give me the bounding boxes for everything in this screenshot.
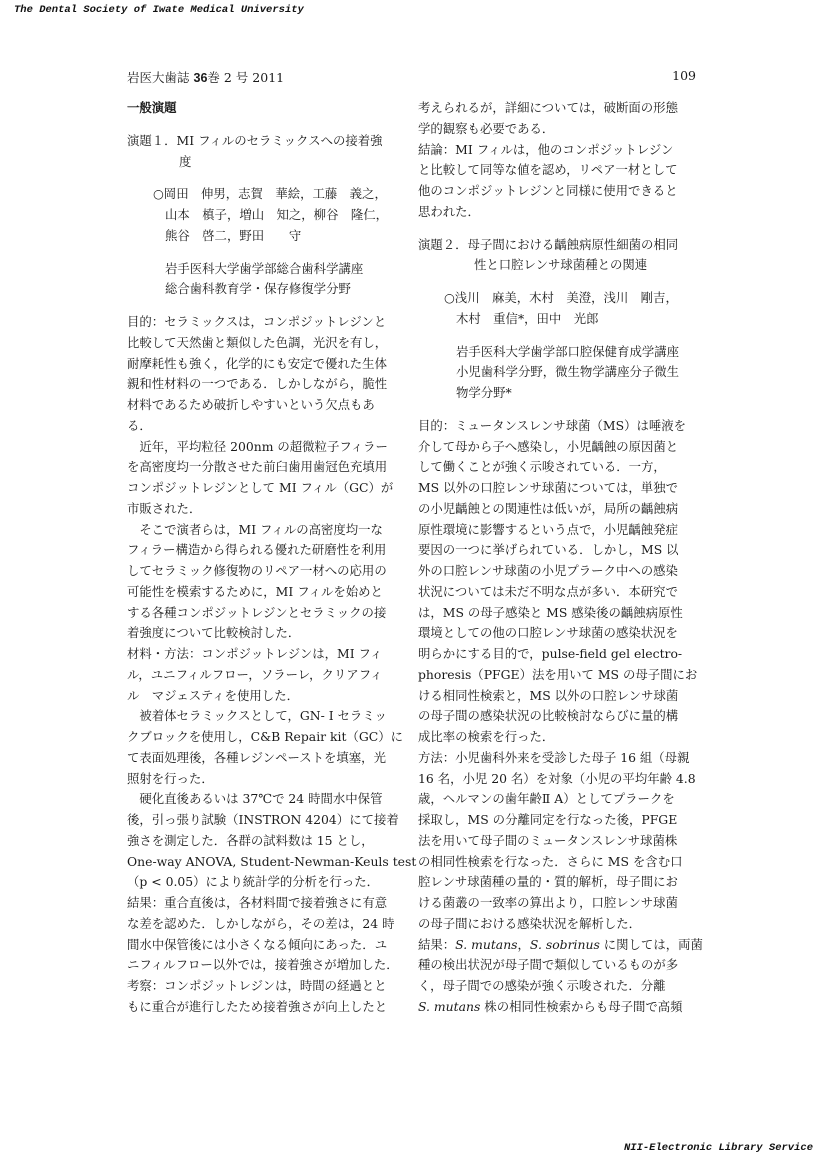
body-text-line: 可能性を模索するために，MI フィルを始めと xyxy=(127,583,383,599)
body-text-line: してセラミック修復物のリペア一材への応用の xyxy=(127,563,387,578)
body-text-line: の小児齲蝕との関連性は低いが，局所の齲蝕病 xyxy=(418,500,679,516)
body-text-line: 要因の一つに挙げられている．しかし，MS 以 xyxy=(418,542,679,558)
body-text-line: 採取し，MS の分離同定を行なった後，PFGE xyxy=(418,812,678,827)
body-text-line: な差を認めた．しかしながら，その差は，24 時 xyxy=(127,915,395,931)
abstract1-body xyxy=(127,312,417,1018)
running-header xyxy=(127,68,284,86)
body-text-line: 比較して天然歯と類似した色調，光沢を有し， xyxy=(127,334,388,350)
body-text-line: て表面処理後，各種レジンペーストを填塞，光 xyxy=(127,749,386,765)
body-text-line: 照射を行った． xyxy=(127,770,214,786)
abstract2-results-line xyxy=(418,997,698,1018)
abstract2-results-line xyxy=(418,935,703,956)
body-text-line: と比較して同等な値を認め，リペア一材として xyxy=(418,162,678,178)
journal-name: 岩医大歯誌 xyxy=(127,70,190,85)
abstract2-affiliation-line: 物学分野* xyxy=(456,385,512,400)
right-column xyxy=(418,98,703,1018)
body-text-line: を高密度均一分散させた前臼歯用歯冠色充填用 xyxy=(127,459,388,475)
abstract1-affiliation-line: 岩手医科大学歯学部総合歯科学講座 xyxy=(165,260,364,276)
body-text-line: 目的：セラミックスは，コンポジットレジンと xyxy=(127,314,387,329)
body-text-line: ニフィルフロー以外では，接着強さが増加した． xyxy=(127,957,399,973)
issue-text: 巻 2 号 xyxy=(207,70,249,85)
volume-number: 36 xyxy=(193,71,208,85)
year: 2011 xyxy=(252,70,285,85)
species-name: S. sobrinus xyxy=(529,936,600,952)
abstract2-author-line: ○浅川 麻美，木村 美澄，浅川 剛吉， xyxy=(444,290,678,305)
body-text-line: 方法：小児歯科外来を受診した母子 16 組（母親 xyxy=(418,749,690,765)
body-text-line: は，MS の母子感染と MS 感染後の齲蝕病原性 xyxy=(418,604,683,620)
species-name: S. mutans xyxy=(418,998,481,1014)
abstract1-title-line: 演題１．MI フィルのセラミックスへの接着強 xyxy=(127,132,383,148)
results-comma: ， xyxy=(517,936,530,952)
body-text-line: ル マジェスティを使用した． xyxy=(127,687,299,703)
body-text-line: そこで演者らは，MI フィルの高密度均一な xyxy=(127,521,383,537)
body-text-line: 市販された． xyxy=(127,500,202,516)
abstract2-body xyxy=(418,416,698,935)
last-line-suffix: 株の相同性検索からも母子間で高頻 xyxy=(480,998,683,1014)
body-text-line: フィラー構造から得られる優れた研磨性を利用 xyxy=(127,542,387,558)
body-text-line: 思われた． xyxy=(418,203,480,219)
body-text-line: 結論：MI フィルは，他のコンポジットレジン xyxy=(418,141,674,157)
abstract2-results-line: 種の検出状況が母子間で類似しているものが多 xyxy=(418,957,679,973)
abstract1-title-line: 度 xyxy=(179,153,192,169)
body-text-line: 歳，ヘルマンの歯年齢Ⅱ A）としてプラークを xyxy=(418,791,675,807)
abstract1-author-line: ○岡田 伸男，志賀 華絵，工藤 義之， xyxy=(153,186,387,202)
abstract1-author-line: 熊谷 啓二，野田 守 xyxy=(165,227,302,243)
abstract2-results-line: く，母子間での感染が強く示唆された．分離 xyxy=(418,978,666,993)
body-text-line: して働くことが強く示唆されている．一方， xyxy=(418,459,666,475)
body-text-line: ける菌叢の一致率の算出より，口腔レンサ球菌 xyxy=(418,895,678,910)
body-text-line: 材料・方法：コンポジットレジンは，MI フィ xyxy=(127,646,383,661)
body-text-line: ル，ユニフィルフロー，ソラーレ，クリアフィ xyxy=(127,666,383,682)
body-text-line: 硬化直後あるいは 37℃で 24 時間水中保管 xyxy=(127,791,383,807)
body-text-line: 成比率の検索を行った． xyxy=(418,729,555,744)
body-text-line: 学的観察も必要である． xyxy=(418,120,555,136)
body-text-line: （p < 0.05）により統計学的分析を行った． xyxy=(127,874,380,890)
section-heading: 一般演題 xyxy=(127,100,177,115)
body-text-line: 間水中保管後には小さくなる傾向にあった．ユ xyxy=(127,936,388,952)
body-text-line: 腔レンサ球菌種の量的・質的解析，母子間にお xyxy=(418,874,678,890)
body-text-line: ける相同性検索と，MS 以外の口腔レンサ球菌 xyxy=(418,687,679,703)
abstract2-affiliation-line: 岩手医科大学歯学部口腔保健育成学講座 xyxy=(456,343,680,359)
left-column xyxy=(127,98,417,1018)
body-text-line: 親和性材料の一つである．しかしながら，脆性 xyxy=(127,376,388,392)
results-suffix: に関しては，両菌 xyxy=(599,936,703,952)
top-banner: The Dental Society of Iwate Medical University xyxy=(14,4,304,16)
body-text-line: 耐摩耗性も強く，化学的にも安定で優れた生体 xyxy=(127,355,387,371)
body-text-line: One-way ANOVA, Student-Newman-Keuls test xyxy=(127,853,417,869)
body-text-line: 法を用いて母子間のミュータンスレンサ球菌株 xyxy=(418,832,678,848)
results-prefix: 結果： xyxy=(418,936,456,952)
body-text-line: 介して母から子へ感染し，小児齲蝕の原因菌と xyxy=(418,438,679,454)
body-text-line: の相同性検索を行なった．さらに MS を含む口 xyxy=(418,853,683,869)
body-text-line: 強さを測定した．各群の試料数は 15 とし， xyxy=(127,832,374,848)
abstract2-title-line: 演題２．母子間における齲蝕病原性細菌の相同 xyxy=(418,236,679,252)
body-text-line: る． xyxy=(127,417,152,433)
body-text-line: 着強度について比較検討した． xyxy=(127,625,301,641)
body-text-line: 考えられるが，詳細については，破断面の形態 xyxy=(418,100,678,115)
bottom-banner: NII-Electronic Library Service xyxy=(623,1142,813,1154)
body-text-line: 原性環境に影響するという点で，小児齲蝕発症 xyxy=(418,521,678,537)
species-name: S. mutans xyxy=(455,936,518,952)
body-text-line: 考察：コンポジットレジンは，時間の経過とと xyxy=(127,978,387,993)
body-text-line: する各種コンポジットレジンとセラミックの接 xyxy=(127,604,387,620)
body-text-line: の母子間における感染状況を解析した． xyxy=(418,915,642,931)
body-text-line: コンポジットレジンとして MI フィル（GC）が xyxy=(127,480,394,495)
abstract1-continued-body xyxy=(418,98,698,223)
body-text-line: クブロックを使用し，C&B Repair kit（GC）に xyxy=(127,729,404,744)
body-text-line: 近年，平均粒径 200nm の超微粒子フィラー xyxy=(127,438,388,454)
body-text-line: 明らかにする目的で，pulse-field gel electro- xyxy=(418,646,683,661)
abstract2-title-line: 性と口腔レンサ球菌種との関連 xyxy=(474,257,648,273)
body-text-line: 状況については未だ不明な点が多い．本研究で xyxy=(418,583,678,599)
body-text-line: 他のコンポジットレジンと同様に使用できると xyxy=(418,183,678,198)
abstract1-author-line: 山本 槙子，増山 知之，柳谷 隆仁， xyxy=(165,207,389,222)
body-text-line: の母子間の感染状況の比較検討ならびに量的構 xyxy=(418,708,679,724)
body-text-line: 外の口腔レンサ球菌の小児プラーク中への感染 xyxy=(418,563,678,578)
body-text-line: 環境としての他の口腔レンサ球菌の感染状況を xyxy=(418,625,678,641)
body-text-line: 後，引っ張り試験（INSTRON 4204）にて接着 xyxy=(127,812,399,827)
body-text-line: 16 名，小児 20 名）を対象（小児の平均年齢 4.8 xyxy=(418,770,696,786)
page-number: 109 xyxy=(672,68,696,83)
body-text-line: phoresis（PFGE）法を用いて MS の母子間にお xyxy=(418,666,698,682)
abstract2-affiliation-line: 小児歯科学分野，微生物学講座分子微生 xyxy=(456,364,680,380)
body-text-line: MS 以外の口腔レンサ球菌については，単独で xyxy=(418,480,678,495)
body-text-line: 被着体セラミックスとして，GN- I セラミッ xyxy=(127,708,387,724)
body-text-line: 結果：重合直後は，各材料間で接着強さに有意 xyxy=(127,895,388,910)
abstract2-author-line: 木村 重信*，田中 光郎 xyxy=(456,310,599,326)
body-text-line: もに重合が進行したため接着強さが向上したと xyxy=(127,998,388,1014)
body-text-line: 材料であるため破折しやすいという欠点もあ xyxy=(127,397,375,412)
abstract1-affiliation-line: 総合歯科教育学・保存修復学分野 xyxy=(165,281,351,297)
body-text-line: 目的：ミュータンスレンサ球菌（MS）は唾液を xyxy=(418,417,687,433)
